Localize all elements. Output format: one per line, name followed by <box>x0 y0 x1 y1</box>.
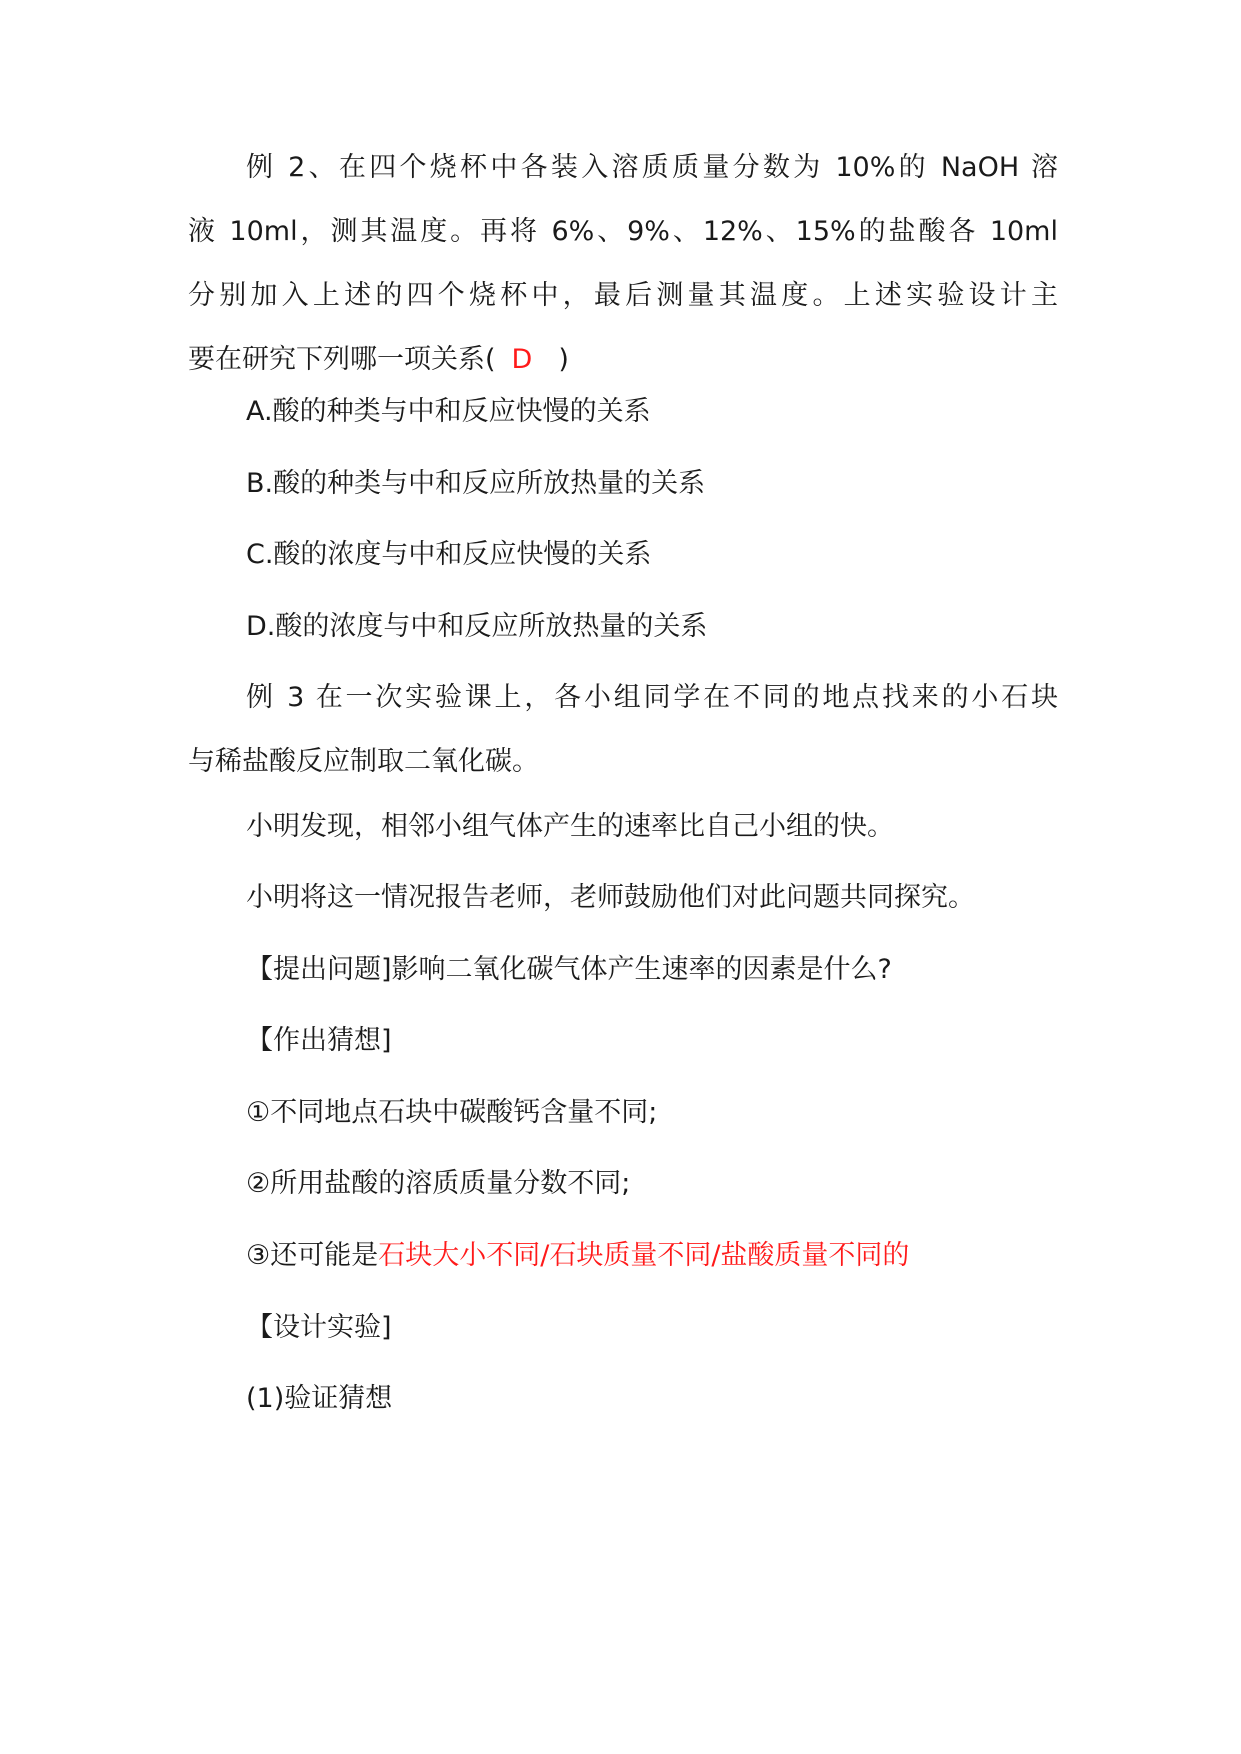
example3-intro <box>188 666 1058 794</box>
example2-question <box>188 136 1058 392</box>
hypothesis-3-answer: 石块大小不同/石块质量不同/盐酸质量不同的 <box>378 1240 910 1271</box>
option-d: D.酸的浓度与中和反应所放热量的关系 <box>246 611 708 642</box>
example3-observation: 小明发现，相邻小组气体产生的速率比自己小组的快。 <box>246 811 894 842</box>
option-c: C.酸的浓度与中和反应快慢的关系 <box>246 539 652 570</box>
example3-line-2: 与稀盐酸反应制取二氧化碳。 <box>188 746 539 777</box>
example2-line-4-suffix: ) <box>558 344 569 375</box>
option-a: A.酸的种类与中和反应快慢的关系 <box>246 396 651 427</box>
example3-line-1: 例 3 在一次实验课上，各小组同学在不同的地点找来的小石块 <box>246 682 1058 713</box>
example2-line-2: 液 10ml，测其温度。再将 6%、9%、12%、15%的盐酸各 10ml <box>188 216 1058 247</box>
hypothesis-3-prefix: ③还可能是 <box>246 1240 379 1271</box>
example2-line-3: 分别加入上述的四个烧杯中，最后测量其温度。上述实验设计主 <box>188 280 1058 311</box>
example2-line-1: 例 2、在四个烧杯中各装入溶质质量分数为 10%的 NaOH 溶 <box>246 152 1058 183</box>
example3-report: 小明将这一情况报告老师，老师鼓励他们对此问题共同探究。 <box>246 882 975 913</box>
question-heading: 【提出问题]影响二氧化碳气体产生速率的因素是什么? <box>246 954 892 985</box>
hypothesis-2: ②所用盐酸的溶质质量分数不同; <box>246 1168 631 1199</box>
hypothesis-3 <box>246 1224 1116 1288</box>
design-heading: 【设计实验] <box>246 1312 392 1343</box>
hypothesis-heading: 【作出猜想] <box>246 1025 392 1056</box>
option-b: B.酸的种类与中和反应所放热量的关系 <box>246 468 706 499</box>
example2-line-4-prefix: 要在研究下列哪一项关系( <box>188 344 496 375</box>
example2-answer: D <box>511 344 533 375</box>
verify-heading: (1)验证猜想 <box>246 1383 393 1414</box>
hypothesis-1: ①不同地点石块中碳酸钙含量不同; <box>246 1097 658 1128</box>
